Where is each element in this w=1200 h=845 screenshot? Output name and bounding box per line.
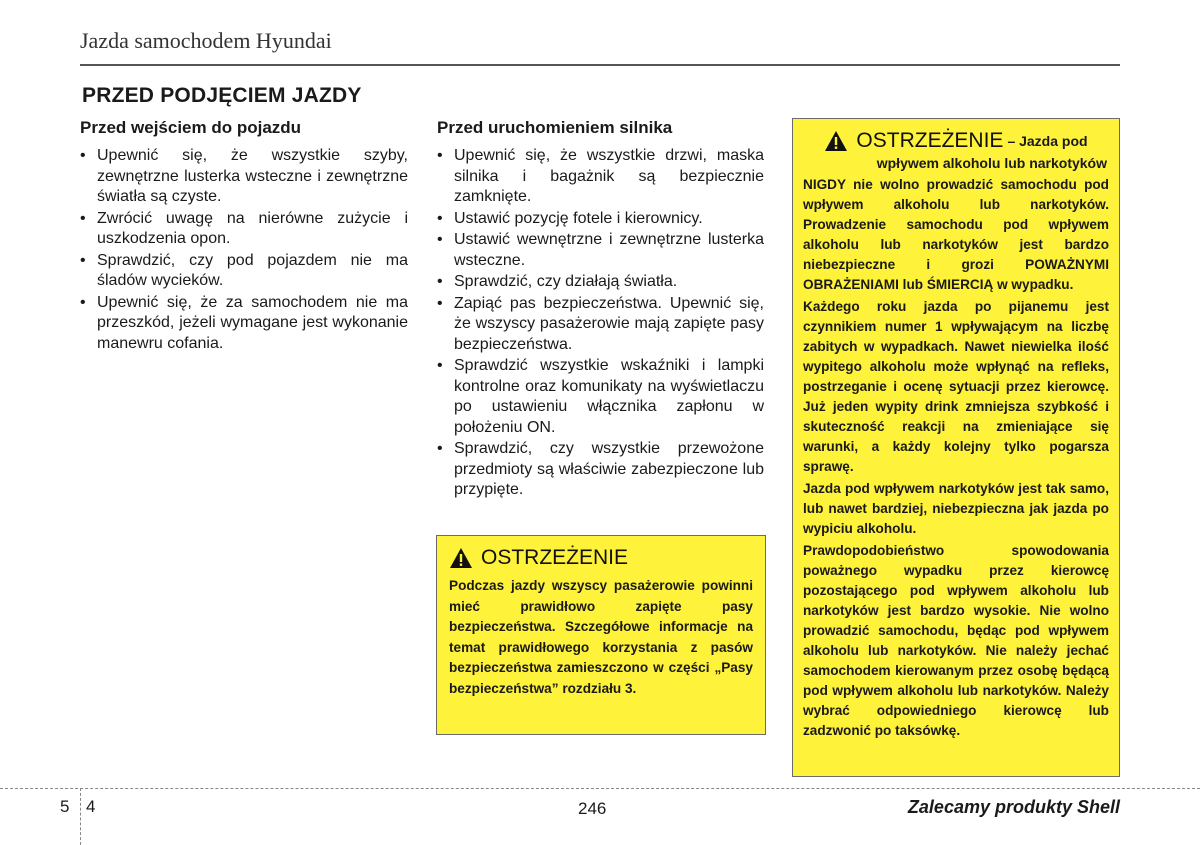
running-title: Jazda samochodem Hyundai [80, 28, 332, 53]
seatbelt-warning-box [436, 535, 766, 735]
column2-list [437, 146, 764, 501]
warning-subtitle-line2: wpływem alkoholu lub narkotyków [876, 155, 1107, 171]
bullet-icon: • [437, 147, 443, 164]
warning-title: OSTRZEŻENIE [481, 546, 629, 569]
bullet-icon: • [437, 209, 443, 227]
list-item: • Zwrócić uwagę na nierówne zużycie i uszkodzenia opon. [80, 209, 408, 247]
list-item: • Ustawić wewnętrzne i zewnętrzne lusterka wsteczne. [437, 231, 764, 269]
list-item: • Sprawdzić, czy pod pojazdem nie ma śladów wycieków. [80, 251, 408, 289]
warning-triangle-icon [449, 547, 473, 569]
header-rule [80, 64, 1120, 66]
bullet-icon: • [437, 231, 443, 248]
alcohol-warning-box [792, 118, 1120, 777]
list-item: • Upewnić się, że za samochodem nie ma przeszkód, jeżeli wymagane jest wykonanie manewru cofania. [80, 293, 408, 352]
column1-list [80, 146, 408, 354]
bullet-icon: • [437, 440, 443, 457]
warning-title-row [803, 129, 1109, 153]
warning-paragraph: NIGDY nie wolno prowadzić samochodu pod wpływem alkoholu lub narkotyków. Prowadzenie samochodu pod wpływem alkoholu lub narkotyków jest bardzo niebezpieczne i grozi POWAŻNYMI OBRAŻENIAMI lub ŚMIERCIĄ w wypadku. [803, 177, 1109, 292]
bullet-icon: • [80, 147, 86, 164]
column2-heading: Przed uruchomieniem silnika [437, 118, 673, 137]
bullet-icon: • [80, 209, 86, 227]
column1-heading: Przed wejściem do pojazdu [80, 118, 302, 137]
warning-text: Podczas jazdy wszyscy pasażerowie powinni mieć prawidłowo zapięte pasy bezpieczeństwa. Szczegółowe informacje na temat prawidłowego korzystania z pasów bezpieczeństwa zamieszczono w części „Pasy bezpieczeństwa” rozdziału 3. [449, 578, 753, 696]
warning-title: OSTRZEŻENIE [856, 129, 1004, 152]
warning-title-row [449, 546, 753, 570]
footer-rule [0, 788, 1200, 789]
warning-subtitle: – Jazda pod [1007, 133, 1088, 149]
chapter-number: 5 [60, 797, 70, 816]
list-item: • Sprawdzić wszystkie wskaźniki i lampki kontrolne oraz komunikaty na wyświetlaczu po ustawieniu włącznika zapłonu w położeniu ON. [437, 357, 764, 436]
list-item: • Upewnić się, że wszystkie drzwi, maska silnika i bagażnik są bezpiecznie zamknięte. [437, 147, 764, 205]
list-item: • Zapiąć pas bezpieczeństwa. Upewnić się, że wszyscy pasażerowie mają zapięte pasy bezpieczeństwa. [437, 294, 764, 353]
page-number: 246 [578, 799, 607, 818]
chapter-page-number: 4 [86, 797, 96, 816]
list-item: • Sprawdzić, czy wszystkie przewożone przedmioty są właściwie zabezpieczone lub przypięte. [437, 440, 764, 498]
section-title: PRZED PODJĘCIEM JAZDY [82, 84, 362, 107]
list-item: • Ustawić pozycję fotele i kierownicy. [437, 209, 764, 230]
footer-brand-line: Zalecamy produkty Shell [907, 797, 1120, 817]
bullet-icon: • [437, 294, 443, 312]
warning-paragraph: Każdego roku jazda po pijanemu jest czynnikiem numer 1 wpływającym na liczbę zabitych w wypadkach. Nawet niewielka ilość wypitego alkoholu może wpłynąć na refleks, postrzeganie i ocenę sytuacji przez kierowcę. Już jeden wypity drink zmniejsza szybkość i skuteczność reakcji na zmieniające się warunki, a każdy kolejny tylko pogarsza sprawę. [803, 299, 1109, 474]
column-before-starting [437, 118, 764, 502]
list-item: • Upewnić się, że wszystkie szyby, zewnętrzne lusterka wsteczne i zewnętrzne światła są czyste. [80, 147, 408, 205]
warning-paragraph: Prawdopodobieństwo spowodowania poważnego wypadku przez kierowcę pozostającego pod wpływem alkoholu lub narkotyków jest bardzo wysokie. Nie wolno prowadzić samochodu, będąc pod wpływem alkoholu lub narkotyków. Nie należy jechać samochodem kierowanym przez osobę będącą pod wpływem alkoholu lub narkotyków. Należy wybrać odpowiedniego kierowcę lub zadzwonić po taksówkę. [803, 543, 1109, 738]
list-item: • Sprawdzić, czy działają światła. [437, 272, 764, 293]
warning-triangle-icon [824, 130, 848, 152]
bullet-icon: • [437, 273, 443, 290]
bullet-icon: • [80, 293, 86, 311]
warning-paragraph: Jazda pod wpływem narkotyków jest tak samo, lub nawet bardziej, niebezpieczna jak jazda po wypiciu alkoholu. [803, 481, 1109, 536]
bullet-icon: • [437, 357, 443, 374]
footer-divider [80, 788, 81, 845]
column-before-entering [80, 118, 408, 355]
bullet-icon: • [80, 251, 86, 269]
